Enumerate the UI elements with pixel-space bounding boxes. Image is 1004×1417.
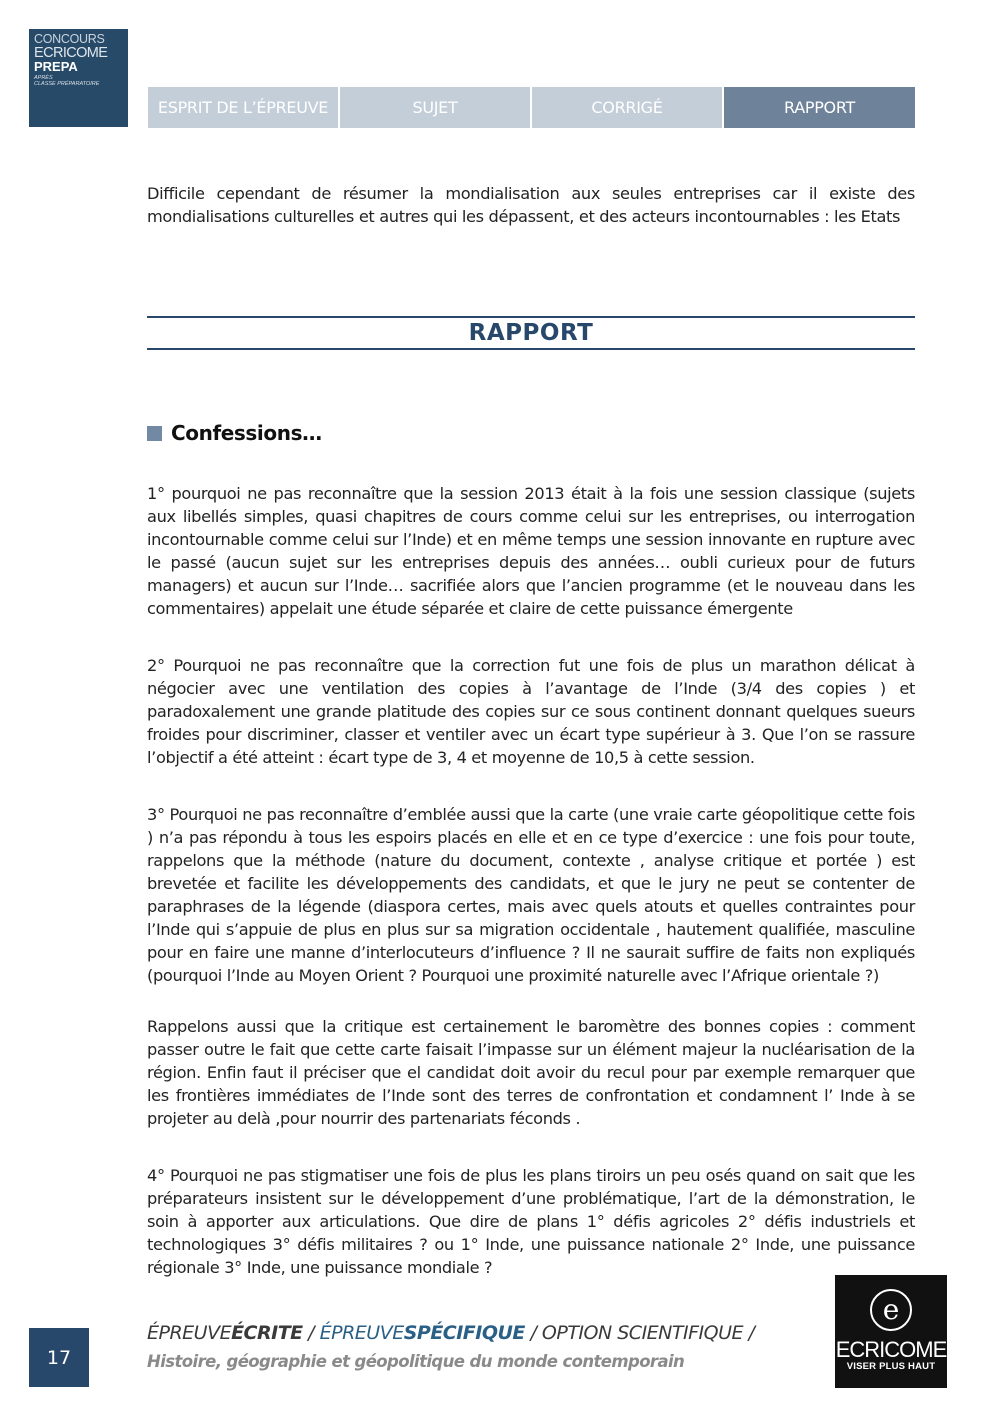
paragraph-5-text: 4° Pourquoi ne pas stigmatiser une fois de plus les plans tiroirs un peu osés quand on sait que les préparateurs insistent sur le développement d’une problématique, l’art de la démonstration, le soin à apporter aux articulations. Que dire de plans 1° défis agricoles 2° défis industriels et technologiques 3° défis militaires ? ou 1° Inde, une puissance nationale 2° Inde, une puissance régionale 3° Inde, une puissance mondiale ? (147, 1166, 915, 1277)
footer-separator-3: / (743, 1322, 755, 1344)
logo-line-classe: CLASSE PRÉPARATOIRE (34, 81, 100, 87)
page-number: 17 (29, 1328, 89, 1387)
footer-separator-1: / (302, 1322, 320, 1344)
paragraph-1-text: 1° pourquoi ne pas reconnaître que la session 2013 était à la fois une session classique (sujets aux libellés simples, quasi chapitres de cours comme celui sur les entreprises, ou interrogation incontournable comme celui sur l’Inde) et en même temps une session innovante en rupture avec le passé (aucun sujet sur les entreprises depuis des années… oubli curieux pour de futurs managers) et aucun sur l’Inde… sacrifiée alors que l’ancien programme (et le nouveau dans les commentaires) appelait une étude séparée et claire de cette puissance émergente (147, 484, 915, 618)
tab-rapport[interactable]: RAPPORT (724, 87, 915, 128)
concours-ecricome-prepa-logo (29, 29, 128, 127)
ecricome-brand-logo (835, 1275, 947, 1388)
paragraph-2 (147, 654, 915, 769)
paragraph-4-text: Rappelons aussi que la critique est certainement le baromètre des bonnes copies : comment passer outre le fait que cette carte faisait l’impasse sur un élément majeur la nucléarisation de la région. Enfin faut il préciser que el candidat doit avoir du recul pour par exemple remarquer que les frontières immédiates de l’Inde sont des terres de confrontation et condamnent l’ Inde à se projeter au delà ,pour nourrir des partenariats féconds . (147, 1017, 915, 1128)
footer-ecrite: ÉCRITE (231, 1322, 303, 1344)
tab-esprit-de-l-epreuve[interactable]: ESPRIT DE L’ÉPREUVE (148, 87, 338, 128)
brand-tagline: VISER PLUS HAUT (846, 1361, 936, 1372)
ecricome-emblem-icon: e (870, 1289, 912, 1331)
intro-text: Difficile cependant de résumer la mondialisation aux seules entreprises car il existe des mondialisations culturelles et autres qui les dépassent, et des acteurs incontournables : les Etats (147, 184, 915, 226)
subheading-text: Confessions… (171, 421, 322, 445)
paragraph-2-text: 2° Pourquoi ne pas reconnaître que la correction fut une fois de plus un marathon délicat à négocier avec une ventilation des copies à l’avantage de l’Inde (3/4 des copies ) et paradoxalement une grande platitude des copies sur ce sous continent donnant quelques sueurs froides pour discriminer, classer et ventiler avec un écart type supérieur à 3. Que l’on se rassure l’objectif a été atteint : écart type de 3, 4 et moyenne de 10,5 à cette session. (147, 656, 915, 767)
paragraph-4 (147, 1015, 915, 1130)
section-tabs (148, 87, 915, 128)
footer-exam-type (147, 1322, 754, 1344)
paragraph-5 (147, 1164, 915, 1279)
paragraph-1 (147, 482, 915, 620)
footer-subject: Histoire, géographie et géopolitique du monde contemporain (147, 1352, 685, 1371)
section-rule-bottom (147, 348, 915, 350)
intro-paragraph (147, 182, 915, 228)
logo-line-ecricome: ECRICOME (34, 45, 108, 61)
paragraph-3-text: 3° Pourquoi ne pas reconnaître d’emblée aussi que la carte (une vraie carte géopolitique cette fois ) n’a pas répondu à tous les espoirs placés en elle et en ce type d’exercice : une fois pour toute, rappelons que la méthode (nature du document, contexte , analyse critique et portée ) est brevetée et facilite les développements des candidats, et que le jury ne peut se contenter de paraphrases de la légende (diaspora certes, mais avec quels atouts et quelles contraintes pour l’Inde qui s’appuie de plus en plus sur sa migration occidentale , hautement qualifiée, masculine pour en faire une manne d’interlocuteurs d’influence ? Il ne saurait suffire de faits non expliqués (pourquoi l’Inde au Moyen Orient ? Pourquoi une proximité naturelle avec l’Afrique orientale ?) (147, 805, 915, 985)
logo-line-concours: CONCOURS (34, 32, 105, 46)
logo-line-apres: APRÈS (34, 75, 53, 81)
tab-corrige[interactable]: CORRIGÉ (532, 87, 722, 128)
footer-epreuve-2: ÉPREUVE (319, 1322, 404, 1344)
paragraph-3 (147, 803, 915, 987)
brand-name: ECRICOME (835, 1337, 947, 1362)
footer-separator-2: / (524, 1322, 542, 1344)
square-bullet-icon (147, 426, 162, 441)
footer-option: OPTION SCIENTIFIQUE (541, 1322, 743, 1344)
tab-sujet[interactable]: SUJET (340, 87, 530, 128)
footer-epreuve: ÉPREUVE (147, 1322, 232, 1344)
logo-line-prepa: PREPA (34, 59, 78, 74)
section-title: RAPPORT (468, 320, 594, 346)
footer-specifique: SPÉCIFIQUE (403, 1322, 525, 1344)
subheading (147, 421, 322, 445)
section-rule-top (147, 316, 915, 318)
